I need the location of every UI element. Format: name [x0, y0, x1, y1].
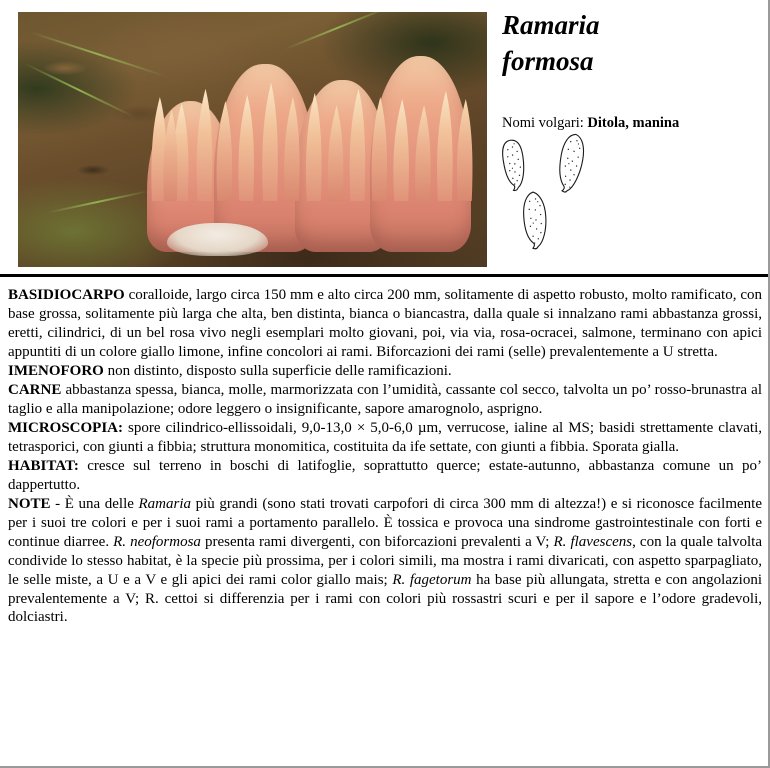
section-divider: [0, 274, 768, 277]
section-body: spore cilindrico-ellissoidali, 9,0-13,0 × 5,0-6,0 µm, verrucose, ialine al MS; basidi strettamente clavati, tetrasporici, con giunti a fibbia; struttura monomitica, costituita da ife settate, con giunti a fibbia. Sporata gialla.: [8, 419, 762, 455]
section-body: coralloide, largo circa 150 mm e alto circa 200 mm, solitamente di aspetto robusto, molto ramificato, con base grossa, solitamente più larga che alta, ben distinta, bianca o biancastra, dalla quale si innalzano rami abbastanza grossi, eretti, cilindrici, di un bel rosa vivo negli esemplari molto giovani, poi, via via, rosa-ocracei, salmone, terminano con apici appuntiti di un colore giallo limone, infine concolori ai rami. Biforcazioni dei rami (selle) prevalentemente a U stretta.: [8, 287, 762, 360]
note-part-3: presenta rami divergenti, con biforcazioni prevalenti a V;: [200, 533, 554, 550]
species-reference: R. flavescens: [553, 533, 633, 550]
header-region: [0, 0, 768, 270]
section-note: [8, 495, 762, 628]
section-microscopia: [8, 419, 762, 457]
epithet-name: formosa: [502, 45, 594, 76]
section-heading: HABITAT:: [8, 457, 79, 474]
genus-reference: Ramaria: [138, 495, 192, 512]
genus-name: Ramaria: [502, 10, 600, 40]
spore-drawing: [519, 189, 551, 251]
species-reference: R. fagetorum: [392, 571, 472, 588]
description-text: [8, 286, 762, 627]
grass-blade: [284, 12, 389, 50]
section-body: non distinto, disposto sulla superficie delle ramificazioni.: [103, 362, 452, 379]
section-basidiocarpo: [8, 286, 762, 362]
scientific-name: [502, 8, 760, 79]
section-heading: BASIDIOCARPO: [8, 287, 125, 303]
note-part-4: , con la quale talvolta condivide lo stesso habitat, è la specie più prossima, per i colori simili, ma mostra i rami divaricati, con aspetto sparpagliato, le selle miste, a U e a V e gli apici dei rami color giallo mais;: [8, 533, 763, 588]
spore-drawing: [497, 136, 530, 193]
section-heading: CARNE: [8, 381, 62, 398]
section-heading: MICROSCOPIA:: [8, 419, 123, 436]
common-names-label: Nomi volgari:: [502, 115, 584, 132]
fungus-white-base: [167, 223, 268, 256]
grass-blade: [47, 190, 148, 213]
common-names-line: [502, 115, 760, 132]
spore-drawing: [552, 130, 590, 196]
section-heading: IMENOFORO: [8, 362, 104, 379]
section-habitat: [8, 457, 762, 495]
section-heading: NOTE: [8, 495, 51, 512]
note-part-5: ha base più allungata, stretta e con angolazioni prevalentemente a V; R. cettoi si differenzia per i rami con colori più rossastri scuri e per il sapore e l’odore gradevoli, dolciastri.: [8, 571, 763, 626]
section-body: cresce sul terreno in boschi di latifoglie, soprattutto querce; estate-autunno, abbastanza comune un po’ dappertutto.: [8, 457, 762, 493]
section-carne: [8, 381, 762, 419]
note-part-1: - È una delle: [50, 495, 139, 512]
grass-blade: [24, 62, 134, 117]
species-reference: R. neoformosa: [113, 533, 201, 550]
note-part-2: più grandi (sono stati trovati carpofori di circa 300 mm di altezza!) e si riconosce facilmente per i suoi tre colori e per i suoi rami a portamento parallelo. È tossica e provoca una sindrome gastrointestinale con forti e continue diarree.: [8, 495, 762, 550]
spore-illustration-group: [495, 132, 695, 257]
fungus-branch-tips: [140, 48, 478, 252]
section-imenoforo: [8, 362, 762, 381]
section-body: abbastanza spessa, bianca, molle, marmorizzata con l’umidità, cassante col secco, talvolta un po’ rosso-brunastra al taglio e alla manipolazione; odore leggero o insignificante, sapore amarognolo, asprigno.: [8, 381, 762, 417]
species-photograph: [18, 12, 487, 267]
coral-fungus-cluster: [140, 48, 478, 252]
title-block: [502, 8, 760, 132]
common-names-value: Ditola, manina: [587, 115, 680, 132]
